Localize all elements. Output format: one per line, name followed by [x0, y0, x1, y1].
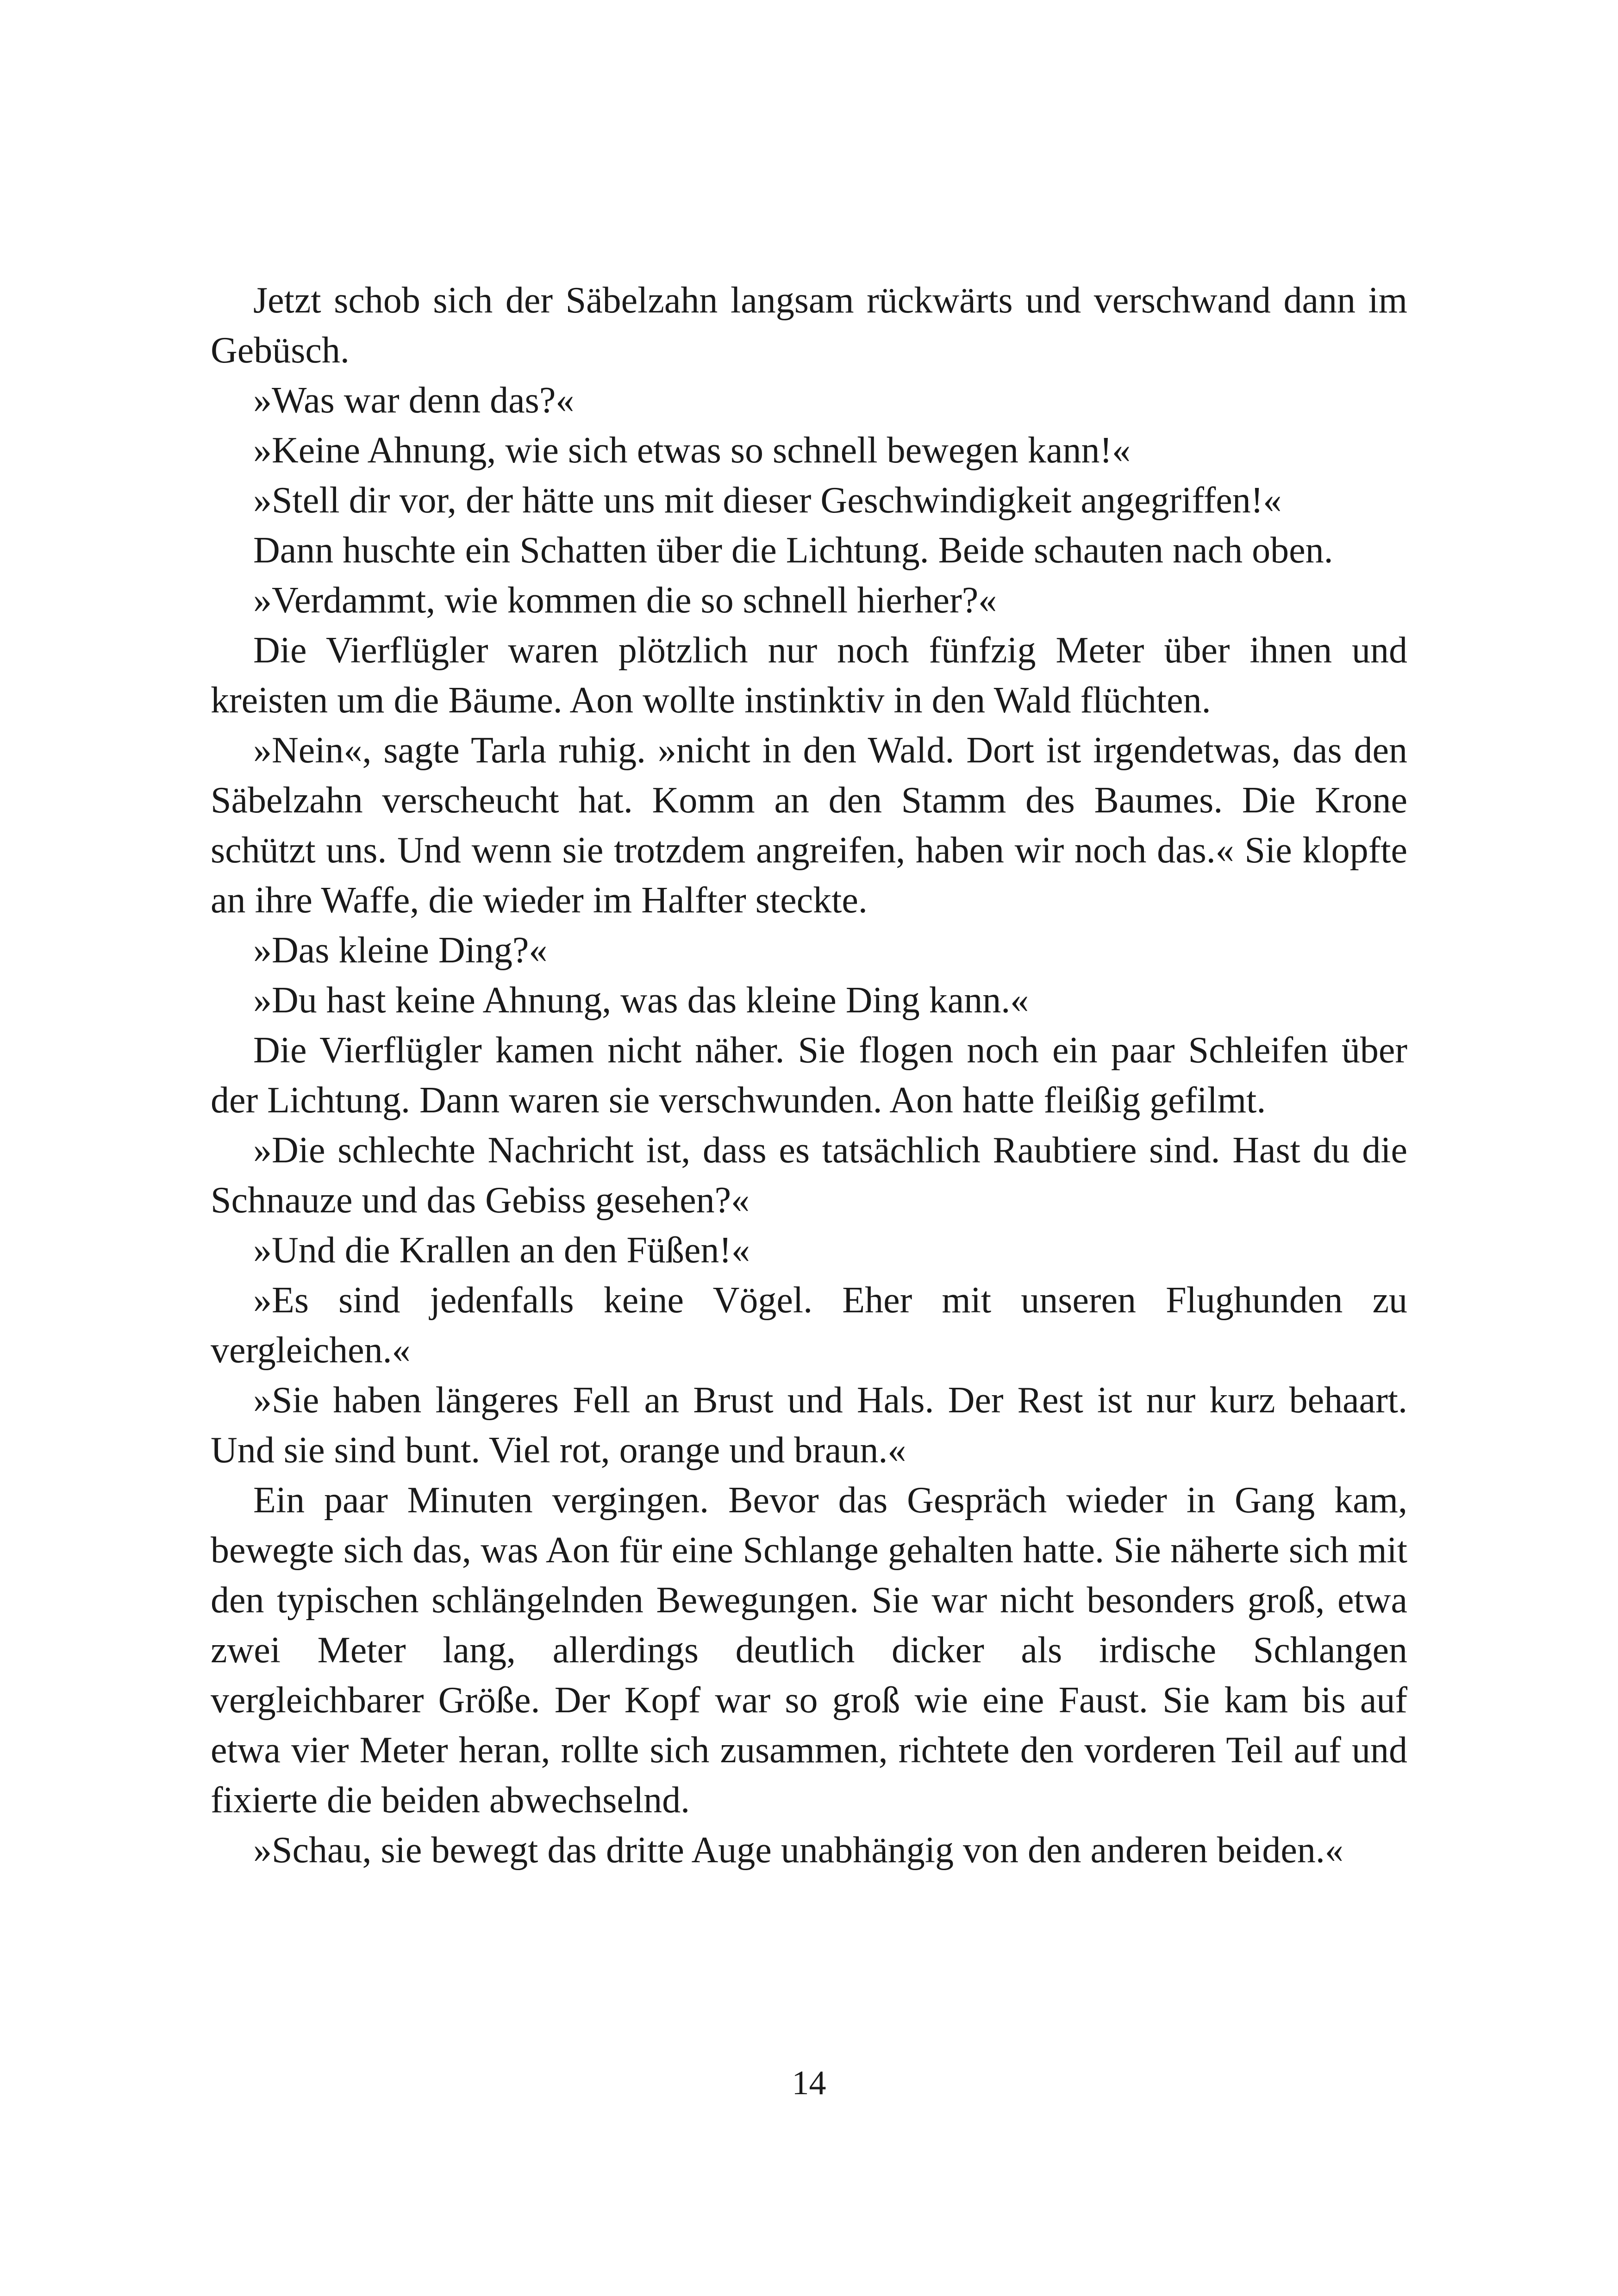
page-number: 14: [792, 2064, 826, 2102]
paragraph: Die Vierflügler kamen nicht näher. Sie flogen noch ein paar Schleifen über der Lichtung. Dann waren sie verschwunden. Aon hatte fleißig gefilmt.: [211, 1030, 1407, 1121]
paragraph: »Schau, sie bewegt das dritte Auge unabhängig von den anderen beiden.«: [253, 1830, 1343, 1871]
paragraph: »Verdammt, wie kommen die so schnell hierher?«: [253, 580, 997, 621]
body-text: [211, 275, 1407, 1875]
paragraph: Die Vierflügler waren plötzlich nur noch fünfzig Meter über ihnen und kreisten um die Bäume. Aon wollte instinktiv in den Wald flüchten.: [211, 630, 1407, 721]
paragraph: »Es sind jedenfalls keine Vögel. Eher mit unseren Flughunden zu vergleichen.«: [211, 1280, 1407, 1371]
paragraph: »Stell dir vor, der hätte uns mit dieser Geschwindigkeit angegriffen!«: [253, 480, 1282, 521]
paragraph: »Keine Ahnung, wie sich etwas so schnell bewegen kann!«: [253, 430, 1131, 471]
paragraph: »Das kleine Ding?«: [253, 930, 548, 971]
paragraph: Dann huschte ein Schatten über die Lichtung. Beide schauten nach oben.: [253, 530, 1333, 571]
paragraph: »Und die Krallen an den Füßen!«: [253, 1230, 750, 1271]
paragraph: »Nein«, sagte Tarla ruhig. »nicht in den Wald. Dort ist irgendetwas, das den Säbelzahn verscheucht hat. Komm an den Stamm des Baumes. Die Krone schützt uns. Und wenn sie trotzdem angreifen, haben wir noch das.« Sie klopfte an ihre Waffe, die wieder im Halfter steckte.: [211, 730, 1407, 921]
paragraph: »Was war denn das?«: [253, 380, 575, 421]
paragraph: Jetzt schob sich der Säbelzahn langsam rückwärts und verschwand dann im Gebüsch.: [211, 280, 1407, 371]
paragraph: »Du hast keine Ahnung, was das kleine Ding kann.«: [253, 980, 1029, 1021]
paragraph: »Die schlechte Nachricht ist, dass es tatsächlich Raubtiere sind. Hast du die Schnauze und das Gebiss gesehen?«: [211, 1130, 1407, 1221]
paragraph: »Sie haben längeres Fell an Brust und Hals. Der Rest ist nur kurz behaart. Und sie sind bunt. Viel rot, orange und braun.«: [211, 1380, 1407, 1471]
paragraph: Ein paar Minuten vergingen. Bevor das Gespräch wieder in Gang kam, bewegte sich das, was Aon für eine Schlange gehalten hatte. Sie näherte sich mit den typischen schlängelnden Bewegungen. Sie war nicht besonders groß, etwa zwei Meter lang, allerdings deutlich dicker als irdische Schlangen vergleichbarer Größe. Der Kopf war so groß wie eine Faust. Sie kam bis auf etwa vier Meter heran, rollte sich zusammen, richtete den vorderen Teil auf und fixierte die beiden abwechselnd.: [211, 1480, 1407, 1821]
